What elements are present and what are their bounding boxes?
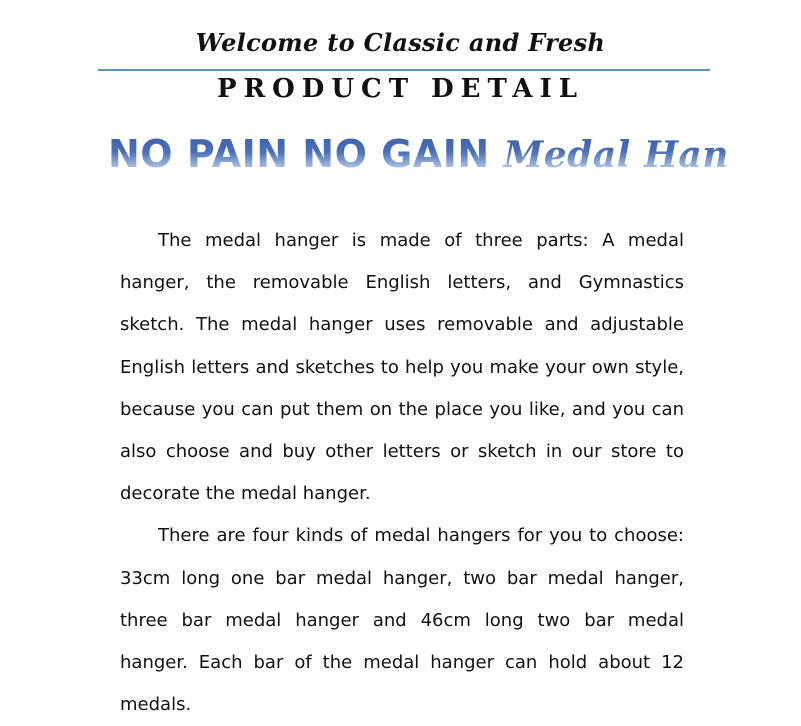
headline-script: Medal Hanger xyxy=(503,134,798,176)
product-description xyxy=(120,220,684,726)
description-paragraph: The medal hanger is made of three parts: A medal hanger, the removable English letters, and Gymnastics sketch. The medal hanger uses removable and adjustable English letters and sketches to help you make your own style, because you can put them on the place you like, and you can also choose and buy other letters or sketch in our store to decorate the medal hanger. xyxy=(120,230,684,505)
description-paragraph: There are four kinds of medal hangers for you to choose: 33cm long one bar medal hanger, two bar medal hanger, three bar medal hanger and 46cm long two bar medal hanger. Each bar of the medal hanger can hold about 12 medals. xyxy=(120,525,684,716)
headline-main: NO PAIN NO GAIN xyxy=(108,132,504,176)
header-divider xyxy=(98,69,710,71)
section-title: PRODUCT DETAIL xyxy=(216,74,585,104)
product-headline xyxy=(108,132,798,176)
welcome-heading: Welcome to Classic and Fresh xyxy=(195,28,606,57)
